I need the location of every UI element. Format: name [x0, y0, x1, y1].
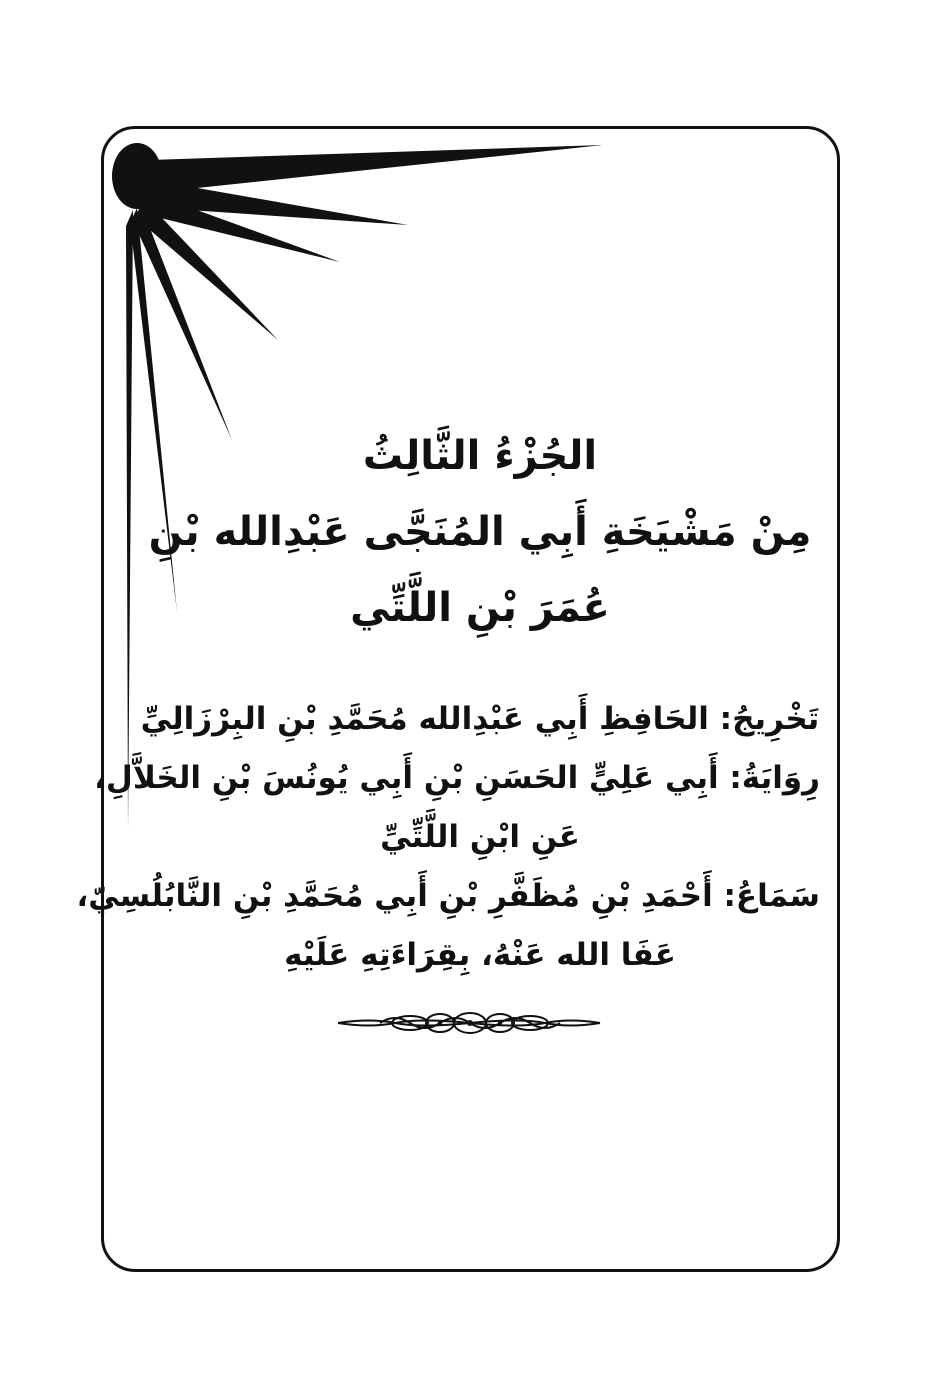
credits-block: [76, 690, 820, 985]
title-line-2: مِنْ مَشْيَخَةِ أَبِي المُنَجَّى عَبْدِالله بْنِ: [148, 509, 812, 555]
riwaya-line-2: عَنِ ابْنِ اللَّتِّيِّ: [380, 819, 580, 855]
title-line-3: عُمَرَ بْنِ اللَّتِّي: [350, 585, 610, 631]
sun-ray: [150, 145, 603, 193]
title-block: [140, 418, 820, 646]
title-line-1: الجُزْءُ الثَّالِثُ: [362, 433, 598, 479]
sun-ray: [126, 210, 133, 830]
takhrij-line: تَخْرِيجُ: الحَافِظِ أَبِي عَبْدِالله مُحَمَّدِ بْنِ البِرْزَالِيِّ: [140, 701, 820, 737]
sun-disc: [112, 143, 162, 209]
samaa-line-1: سَمَاعُ: أَحْمَدِ بْنِ مُظَفَّرِ بْنِ أَبِي مُحَمَّدِ بْنِ النَّابُلُسِيّ،: [76, 878, 820, 914]
riwaya-line-1: رِوَايَةُ: أَبِي عَلِيٍّ الحَسَنِ بْنِ أَبِي يُونُسَ بْنِ الخَلاَّلِ،: [94, 760, 820, 796]
samaa-line-2: عَفَا الله عَنْهُ، بِقِرَاءَتِهِ عَلَيْهِ: [284, 937, 676, 973]
